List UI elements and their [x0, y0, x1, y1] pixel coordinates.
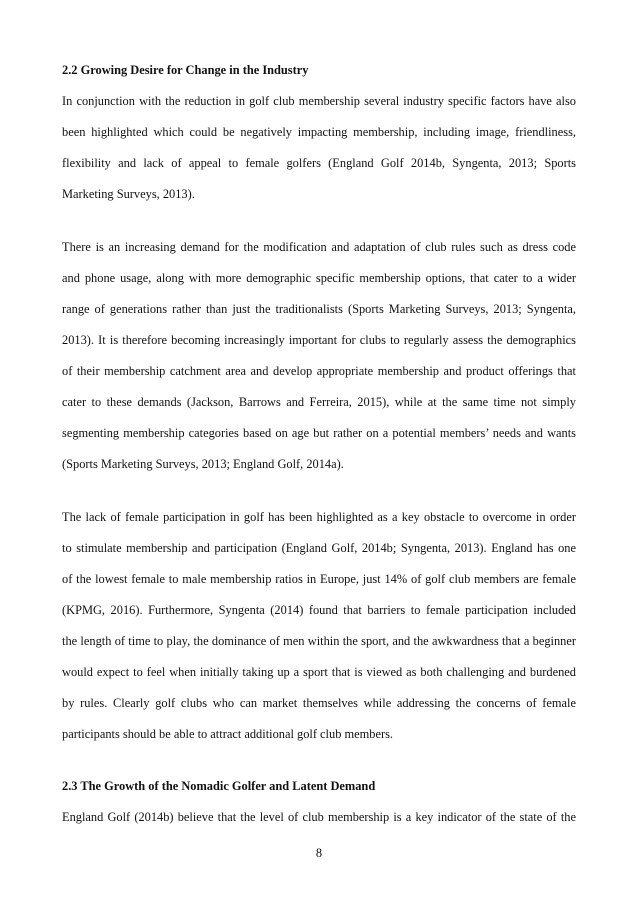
- paragraph-line: would expect to feel when initially taking up a sport that is viewed as both challenging and burdened: [62, 665, 576, 679]
- section-heading-2-2: 2.2 Growing Desire for Change in the Industry: [62, 63, 309, 77]
- paragraph-line: of their membership catchment area and develop appropriate membership and product offerings that: [62, 364, 576, 378]
- paragraph-line: to stimulate membership and participation (England Golf, 2014b; Syngenta, 2013). England has one: [62, 541, 576, 555]
- paragraph-line: participants should be able to attract additional golf club members.: [62, 727, 394, 741]
- paragraph-line: The lack of female participation in golf has been highlighted as a key obstacle to overcome in order: [62, 510, 576, 524]
- paragraph-line: range of generations rather than just the traditionalists (Sports Marketing Surveys, 2013; Syngenta,: [62, 302, 576, 316]
- paragraph-line: Marketing Surveys, 2013).: [62, 187, 195, 201]
- paragraph-line: England Golf (2014b) believe that the level of club membership is a key indicator of the state of the: [62, 810, 576, 824]
- paragraph-line: and phone usage, along with more demographic specific membership options, that cater to a wider: [62, 271, 576, 285]
- paragraph-line: cater to these demands (Jackson, Barrows and Ferreira, 2015), while at the same time not simply: [62, 395, 576, 409]
- paragraph-line: In conjunction with the reduction in golf club membership several industry specific factors have also: [62, 94, 576, 108]
- paragraph-line: segmenting membership categories based on age but rather on a potential members’ needs and wants: [62, 426, 576, 440]
- paragraph-line: by rules. Clearly golf clubs who can market themselves while addressing the concerns of female: [62, 696, 576, 710]
- paragraph-line: been highlighted which could be negatively impacting membership, including image, friendliness,: [62, 125, 576, 139]
- paragraph-line: flexibility and lack of appeal to female golfers (England Golf 2014b, Syngenta, 2013; Sports: [62, 156, 576, 170]
- page-number: 8: [315, 846, 323, 860]
- paragraph-line: There is an increasing demand for the modification and adaptation of club rules such as dress code: [62, 240, 576, 254]
- paragraph-line: the length of time to play, the dominance of men within the sport, and the awkwardness that a beginner: [62, 634, 576, 648]
- section-heading-2-3: 2.3 The Growth of the Nomadic Golfer and Latent Demand: [62, 779, 376, 793]
- paragraph-line: (KPMG, 2016). Furthermore, Syngenta (2014) found that barriers to female participation included: [62, 603, 576, 617]
- paragraph-line: 2013). It is therefore becoming increasingly important for clubs to regularly assess the demographics: [62, 333, 576, 347]
- paragraph-line: of the lowest female to male membership ratios in Europe, just 14% of golf club members are female: [62, 572, 576, 586]
- paragraph-line: (Sports Marketing Surveys, 2013; England Golf, 2014a).: [62, 457, 344, 471]
